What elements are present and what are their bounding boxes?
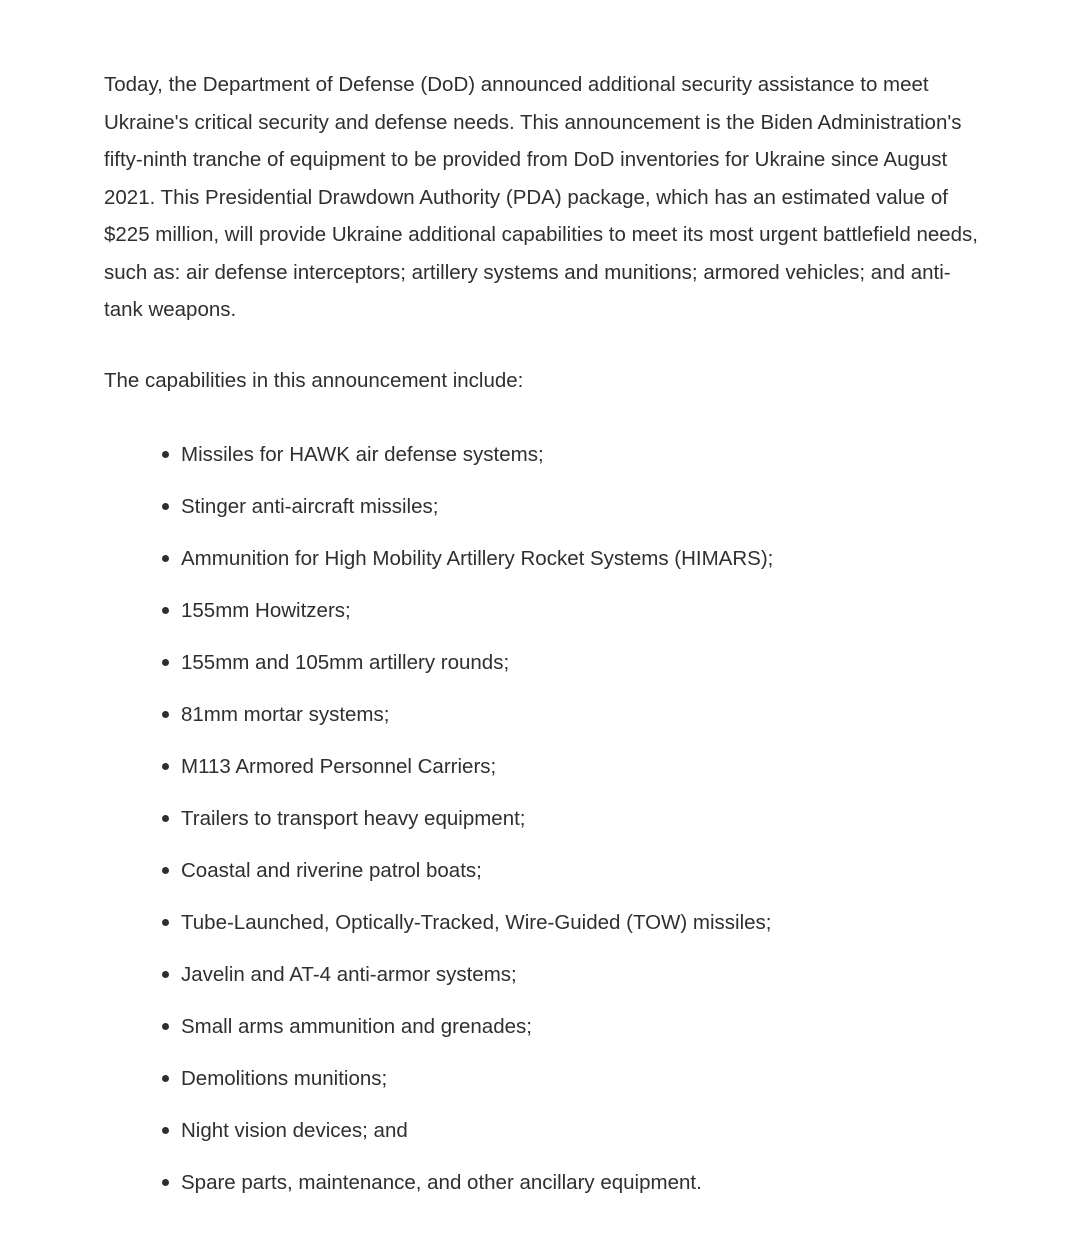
list-item-text: Demolitions munitions; xyxy=(181,1067,388,1090)
bullet-icon xyxy=(162,971,169,978)
list-item xyxy=(162,1168,984,1220)
bullet-icon xyxy=(162,711,169,718)
list-item xyxy=(162,856,984,908)
article-body xyxy=(104,66,984,1220)
list-item-text: Small arms ammunition and grenades; xyxy=(181,1015,532,1038)
bullet-icon xyxy=(162,555,169,562)
bullet-icon xyxy=(162,867,169,874)
list-item xyxy=(162,908,984,960)
bullet-icon xyxy=(162,451,169,458)
list-item xyxy=(162,544,984,596)
bullet-icon xyxy=(162,659,169,666)
list-item-text: Missiles for HAWK air defense systems; xyxy=(181,443,544,466)
bullet-icon xyxy=(162,1023,169,1030)
list-item-text: 155mm Howitzers; xyxy=(181,599,351,622)
list-item xyxy=(162,492,984,544)
list-item xyxy=(162,1012,984,1064)
list-item-text: Javelin and AT-4 anti-armor systems; xyxy=(181,963,517,986)
list-item-text: Night vision devices; and xyxy=(181,1119,408,1142)
capabilities-list xyxy=(104,440,984,1220)
bullet-icon xyxy=(162,1075,169,1082)
bullet-icon xyxy=(162,607,169,614)
intro-paragraph: Today, the Department of Defense (DoD) announced additional security assistance to meet Ukraine's critical security and defense needs. This announcement is the Biden Administration's fifty-ninth tranche of equipment to be provided from DoD inventories for Ukraine since August 2021. This Presidential Drawdown Authority (PDA) package, which has an estimated value of $225 million, will provide Ukraine additional capabilities to meet its most urgent battlefield needs, such as: air defense interceptors; artillery systems and munitions; armored vehicles; and anti-tank weapons. xyxy=(104,73,978,321)
bullet-icon xyxy=(162,815,169,822)
list-item xyxy=(162,596,984,648)
list-item xyxy=(162,804,984,856)
list-item xyxy=(162,1064,984,1116)
list-item-text: 155mm and 105mm artillery rounds; xyxy=(181,651,510,674)
bullet-icon xyxy=(162,1179,169,1186)
list-item xyxy=(162,1116,984,1168)
list-item-text: 81mm mortar systems; xyxy=(181,703,390,726)
list-item-text: Stinger anti-aircraft missiles; xyxy=(181,495,439,518)
list-item xyxy=(162,648,984,700)
list-item-text: Trailers to transport heavy equipment; xyxy=(181,807,526,830)
list-item xyxy=(162,700,984,752)
list-item-text: Spare parts, maintenance, and other ancillary equipment. xyxy=(181,1171,702,1194)
list-item xyxy=(162,752,984,804)
capabilities-lead-in: The capabilities in this announcement include: xyxy=(104,368,524,392)
list-item-text: Tube-Launched, Optically-Tracked, Wire-Guided (TOW) missiles; xyxy=(181,911,772,934)
list-item-text: Ammunition for High Mobility Artillery Rocket Systems (HIMARS); xyxy=(181,547,774,570)
list-item-text: Coastal and riverine patrol boats; xyxy=(181,859,482,882)
list-item xyxy=(162,960,984,1012)
bullet-icon xyxy=(162,1127,169,1134)
list-item xyxy=(162,440,984,492)
bullet-icon xyxy=(162,503,169,510)
bullet-icon xyxy=(162,919,169,926)
list-item-text: M113 Armored Personnel Carriers; xyxy=(181,755,497,778)
bullet-icon xyxy=(162,763,169,770)
